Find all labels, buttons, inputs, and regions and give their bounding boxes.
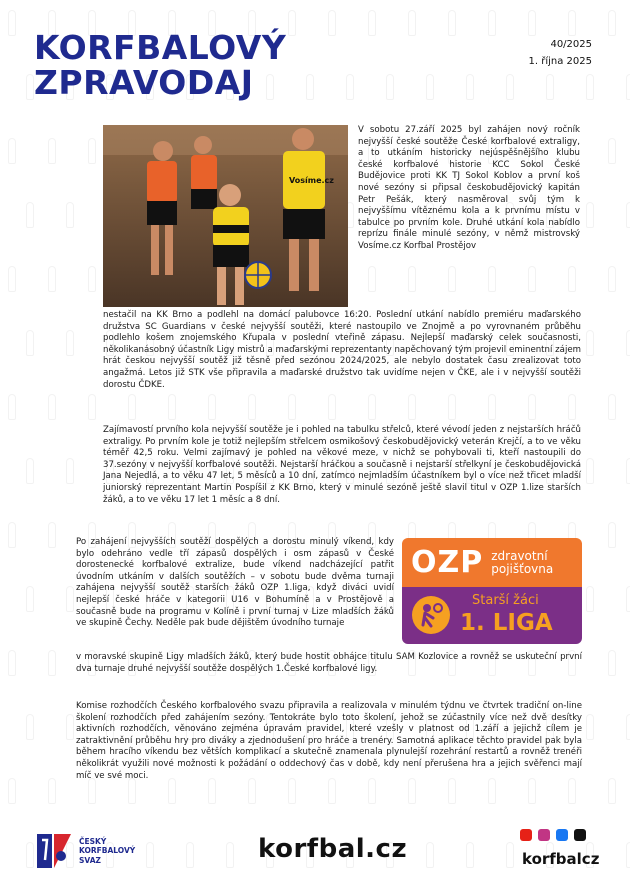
title-line-2: ZPRAVODAJ	[34, 63, 254, 102]
watermark-figure	[408, 394, 416, 420]
watermark-figure	[586, 330, 594, 356]
watermark-figure	[26, 202, 34, 228]
watermark-figure	[626, 714, 630, 740]
instagram-icon[interactable]	[538, 829, 550, 841]
watermark-figure	[608, 650, 616, 676]
tiktok-icon[interactable]	[574, 829, 586, 841]
website-link[interactable]: korfbal.cz	[258, 834, 408, 864]
watermark-figure	[626, 74, 630, 100]
watermark-figure	[528, 394, 536, 420]
watermark-figure	[448, 266, 456, 292]
watermark-figure	[66, 458, 74, 484]
watermark-figure	[586, 586, 594, 612]
ozp-brand-banner	[402, 538, 582, 587]
issue-number: 40/2025	[550, 39, 592, 50]
korfball-player-icon	[412, 596, 450, 634]
watermark-figure	[66, 586, 74, 612]
watermark-figure	[448, 394, 456, 420]
facebook-icon[interactable]	[556, 829, 568, 841]
watermark-figure	[26, 714, 34, 740]
match-photo-illustration	[103, 125, 348, 307]
watermark-figure	[66, 202, 74, 228]
watermark-figure	[626, 202, 630, 228]
masthead	[34, 30, 596, 110]
watermark-figure	[26, 330, 34, 356]
watermark-figure	[88, 394, 96, 420]
watermark-figure	[8, 522, 16, 548]
issue-date: 1. října 2025	[528, 56, 592, 67]
article-paragraph-3: Po zahájení nejvyšších soutěží dospělých a dorostu minulý víkend, kdy bylo odehráno vedle tří zápasů dospělých i osm zápasů v České dorostenecké korfbalové extralize, bude víkend nadcházející patřit úvodním utkáním v dalších soutěžích – v sobotu bude dvěma turnaji zahájena nejvyšší soutěž starších žáků OZP 1.liga, když diváci uvidí nejlepší české hráče v kategorii U16 v Bohumíně a v Prostějově a současně bude na programu v Kolíně i první turnaj v Lize mladších žáků ve skupině Čechy. Neděle pak bude dějištěm úvodního turnaje	[76, 537, 394, 629]
article-paragraph-3-continued: v moravské skupině Ligy mladších žáků, který bude hostit obhájce titulu SAM Kozlovice a rovněž se uskuteční první dva turnaje druhé nejvyšší soutěže dospělých 1.České korfbalové ligy.	[76, 652, 582, 674]
korfball-match-photo	[103, 125, 348, 307]
watermark-figure	[26, 586, 34, 612]
social-handle[interactable]: korfbalcz	[522, 850, 600, 868]
article-paragraph-1-continued: nestačil na KK Brno a podlehl na domácí palubovce 16:20. Poslední utkání nabídlo premiéru maďarského družstva SC Guardians v české nejvyšší soutěži, které nastoupilo ve Znojmě a po vyrovnaném průběhu podlehlo košem znojemského Křupala v poslední vteřině zápasu. Nejlepší maďarský celek současnosti, několikanásobný účastník Ligy mistrů a maďarskými reprezentanty napěchovaný tým projevil eminentní zájem hrát českou nejvyšší soutěž již těsně před sezónou 2024/2025, ale nebylo dostatek času zrealizovat toto angažmá. Letos již STK vše připravila a maďarské družstvo tak uvidíme nejen v ČKE, ale i v nejvyšší soutěži dorostu ČDKE.	[103, 310, 581, 390]
federation-name-line-1: ČESKÝ	[79, 836, 107, 846]
watermark-figure	[66, 714, 74, 740]
watermark-figure	[8, 10, 16, 36]
youtube-icon[interactable]	[520, 829, 532, 841]
watermark-figure	[248, 394, 256, 420]
social-icons	[520, 829, 586, 841]
ozp-subtitle	[491, 550, 553, 576]
ozp-league-ad	[402, 538, 582, 644]
watermark-figure	[608, 10, 616, 36]
watermark-figure	[626, 586, 630, 612]
league-name: 1. LIGA	[460, 610, 553, 636]
watermark-figure	[8, 778, 16, 804]
watermark-figure	[26, 74, 34, 100]
federation-logo[interactable]	[35, 832, 135, 870]
watermark-figure	[66, 330, 74, 356]
watermark-figure	[26, 458, 34, 484]
watermark-figure	[8, 138, 16, 164]
watermark-figure	[48, 778, 56, 804]
watermark-figure	[586, 458, 594, 484]
watermark-figure	[48, 522, 56, 548]
watermark-figure	[8, 394, 16, 420]
jersey-sponsor: Vosíme.cz	[289, 176, 334, 185]
watermark-figure	[48, 650, 56, 676]
title-line-1: KORFBALOVÝ	[34, 28, 287, 67]
watermark-figure	[48, 266, 56, 292]
watermark-figure	[8, 266, 16, 292]
issue-info	[529, 36, 592, 70]
watermark-figure	[328, 394, 336, 420]
watermark-figure	[168, 394, 176, 420]
watermark-figure	[88, 138, 96, 164]
watermark-figure	[488, 266, 496, 292]
watermark-figure	[608, 394, 616, 420]
league-banner	[402, 587, 582, 644]
federation-logo-icon	[35, 832, 73, 870]
watermark-figure	[368, 394, 376, 420]
watermark-figure	[88, 266, 96, 292]
watermark-figure	[608, 138, 616, 164]
watermark-figure	[128, 394, 136, 420]
ozp-sub-line-1: zdravotní	[491, 548, 548, 563]
watermark-figure	[626, 330, 630, 356]
article-paragraph-4: Komise rozhodčích Českého korfbalového svazu připravila a realizovala v minulém týdnu ve čtvrtek tradiční on-line školení rozhodčích před zahájením sezóny. Tentokráte bylo toto školení, jehož se zúčastnily více než dvě desítky aktivních rozhodčích, věnováno zejména úpravám pravidel, které vzešly v platnost od 1.září a jejichž cílem je zatraktivnění průběhu hry pro diváky a zjednodušení pro hráče a trenéry. Samotná aplikace těchto pravidel pak byla během hracího víkendu bez větších komplikací a skutečně znamenala plynulejší rozehrání restartů a rovněž trenéři několikrát využili nové možnosti k požádání o oddechový čas v době, kdy není přerušena hra a jejich svěřenci mají míč ve své moci.	[76, 701, 582, 781]
league-category: Starší žáci	[472, 593, 539, 608]
federation-name	[79, 837, 135, 866]
watermark-figure	[608, 266, 616, 292]
watermark-figure	[368, 266, 376, 292]
ozp-sub-line-2: pojišťovna	[491, 561, 554, 576]
watermark-figure	[8, 650, 16, 676]
watermark-figure	[208, 394, 216, 420]
newsletter-title	[34, 30, 596, 100]
watermark-figure	[608, 522, 616, 548]
watermark-figure	[586, 714, 594, 740]
ozp-logo-text: OZP	[411, 545, 484, 580]
watermark-figure	[626, 458, 630, 484]
watermark-figure	[48, 394, 56, 420]
watermark-figure	[528, 266, 536, 292]
federation-name-line-2: KORFBALOVÝ	[79, 846, 136, 856]
article-paragraph-1-side: V sobotu 27.září 2025 byl zahájen nový ročník nejvyšší české soutěže České korfbalové extraligy, a to utkáním historicky nejúspěšnějšího klubu české korfbalové historie KCC Sokol České Budějovice proti KK TJ Sokol Koblov a první koš nové sezóny si připsal českobudějovický kapitán Petr Pešák, který nasměroval svůj tým k nejvyššímu vítěznému kola a k prvnímu místu v tabulce po prvním kole. Druhé utkání kola nabídlo reprízu finále minulé sezóny, v němž mistrovský Vosíme.cz Korfbal Prostějov	[358, 125, 580, 251]
watermark-figure	[608, 778, 616, 804]
watermark-figure	[48, 138, 56, 164]
watermark-figure	[288, 394, 296, 420]
page-footer	[0, 815, 630, 891]
watermark-figure	[586, 202, 594, 228]
watermark-figure	[408, 266, 416, 292]
watermark-figure	[568, 394, 576, 420]
watermark-figure	[488, 394, 496, 420]
article-paragraph-2: Zajímavostí prvního kola nejvyšší soutěže je i pohled na tabulku střelců, které vévodí jeden z nejstarších hráčů extraligy. Po prvním kole je totiž nejlepším střelcem osmikošový českobudějovický veterán Krejčí, a to ve věku téměř 42,5 roku. Velmi zajímavý je pohled na věkové meze, v nichž se pohybovali ti, kteří nastoupili do 37.sezóny v nejvyšší korfbalové soutěži. Nejstarší hráčkou a současně i nejstarší střelkyní je českobudějovická Jana Nejedlá, a to věku 47 let, 5 měsíců a 10 dní, zatímco nejmladším účastníkem byl o více než třicet mladší juniorský reprezentant Martin Pospíšil z KK Brno, který v minulé sezóně ještě slavil titul v OZP 1.lize starších žáků, a to ve věku 17 let 1 měsíc a 8 dní.	[103, 425, 581, 505]
federation-name-line-3: SVAZ	[79, 855, 101, 865]
watermark-figure	[568, 266, 576, 292]
